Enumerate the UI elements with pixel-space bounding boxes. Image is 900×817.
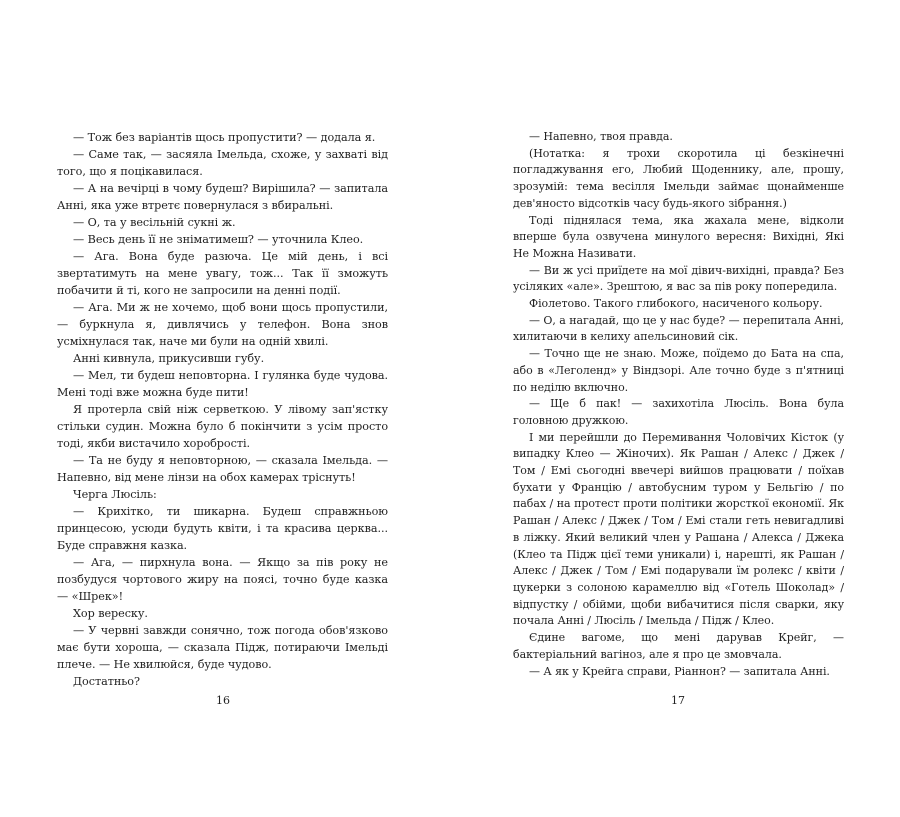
- paragraph: — Напевно, твоя правда.: [529, 130, 673, 143]
- paragraph: Черга Люсіль:: [73, 488, 157, 501]
- paragraph: — Ви ж усі приїдете на мої дівич-вихідні, правда? Без усіляких «але». Зрештою, я вас за пів року попередила.: [513, 263, 844, 294]
- paragraph: — А на вечірці в чому будеш? Вирішила? — запитала Анні, яка уже втретє повернулася з вбиральні.: [57, 182, 388, 212]
- paragraph: — Мел, ти будеш неповторна. І гулянка буде чудова. Мені тоді вже можна буде пити!: [57, 369, 388, 399]
- paragraph: Анні кивнула, прикусивши губу.: [73, 352, 265, 365]
- paragraph: — Ага. Вона буде разюча. Це мій день, і всі звертатимуть на мене увагу, тож... Так її зможуть побачити й ті, кого не запросили на денні події.: [57, 250, 388, 297]
- paragraph: Тоді піднялася тема, яка жахала мене, відколи вперше була озвучена минулого вересня: Вихідні, Які Не Можна Називати.: [513, 213, 844, 260]
- paragraph: — О, а нагадай, що це у нас буде? — перепитала Анні, хилитаючи в келиху апельсиновий сік.: [513, 313, 844, 344]
- paragraph: Хор вереску.: [73, 607, 148, 620]
- paragraph: Фіолетово. Такого глибокого, насиченого кольору.: [529, 297, 823, 311]
- paragraph: — Ще б пак! — захихотіла Люсіль. Вона була головною дружкою.: [513, 397, 844, 427]
- paragraph: Єдине вагоме, що мені дарував Крейг, — бактеріальний вагіноз, але я про це змовчала.: [513, 631, 844, 661]
- paragraph: — Весь день її не зніматимеш? — уточнила Клео.: [73, 233, 364, 246]
- right-page-text: [513, 129, 844, 689]
- paragraph: — Саме так, — засяяла Імельда, схоже, у захваті від того, що я поцікавилася.: [57, 148, 388, 178]
- paragraph: — Ага. Ми ж не хочемо, щоб вони щось пропустили, — буркнула я, дивлячись у телефон. Вона знов усміхнулася так, наче ми були на одній хвилі.: [57, 301, 388, 348]
- paragraph: — Та не буду я неповторною, — сказала Імельда. — Напевно, від мене лінзи на обох камерах тріснуть!: [57, 454, 388, 484]
- left-page-text: [57, 129, 388, 689]
- paragraph: — А як у Крейга справи, Ріаннон? — запитала Анні.: [529, 664, 830, 678]
- paragraph: Достатньо?: [73, 675, 140, 688]
- paragraph: — Ага, — пирхнула вона. — Якщо за пів року не позбудуся чортового жиру на поясі, точно буде казка — «Шрек»!: [57, 556, 388, 603]
- page-number-left: 16: [216, 694, 230, 707]
- paragraph: — У червні завжди сонячно, тож погода обов'язково має бути хороша, — сказала Підж, потираючи Імельді плече. — Не хвилюйся, буде чудово.: [57, 624, 388, 671]
- paragraph: — Точно ще не знаю. Може, поїдемо до Бата на спа, або в «Леголенд» у Віндзорі. Але точно буде з п'ятниці по неділю включно.: [513, 347, 844, 394]
- page-number-right: 17: [671, 694, 685, 707]
- paragraph: Я протерла свій ніж серветкою. У лівому зап'ястку стільки судин. Можна було б покінчити з усім просто тоді, якби вистачило хоробрості.: [57, 403, 388, 450]
- paragraph: (Нотатка: я трохи скоротила ці безкінечні погладжування его, Любий Щоденнику, але, прошу, зрозумій: тема весілля Імельди займає щонайменше дев'яносто відсотків часу будь-якого зібрання.): [513, 146, 844, 210]
- paragraph: — О, та у весільній сукні ж.: [73, 216, 236, 229]
- paragraph: І ми перейшли до Перемивання Чоловічих Кісток (у випадку Клео — Жіночих). Як Рашан / Алекс / Джек / Том / Емі сьогодні ввечері вийшов працювати / поїхав бухати у Францію / автобусним туром у Бельгію / по пабах / на протест проти політики жорсткої економії. Як Рашан / Алекс / Джек / Том / Емі стали геть невигадливі в ліжку. Який великий член у Рашана / Алекса / Джека (Клео та Підж цієї теми уникали) і, нарешті, як Рашан / Алекс / Джек / Том / Емі подарували їм ролекс / квіти / цукерки з солоною карамеллю від «Готель Шоколад» / відпустку / обійми, щоби вибачитися після сварки, яку почала Анні / Люсіль / Імельда / Підж / Клео.: [513, 430, 844, 628]
- paragraph: — Крихітко, ти шикарна. Будеш справжньою принцесою, усюди будуть квіти, і та красива церква... Буде справжня казка.: [57, 505, 388, 552]
- paragraph: — Тож без варіантів щось пропустити? — додала я.: [73, 131, 376, 144]
